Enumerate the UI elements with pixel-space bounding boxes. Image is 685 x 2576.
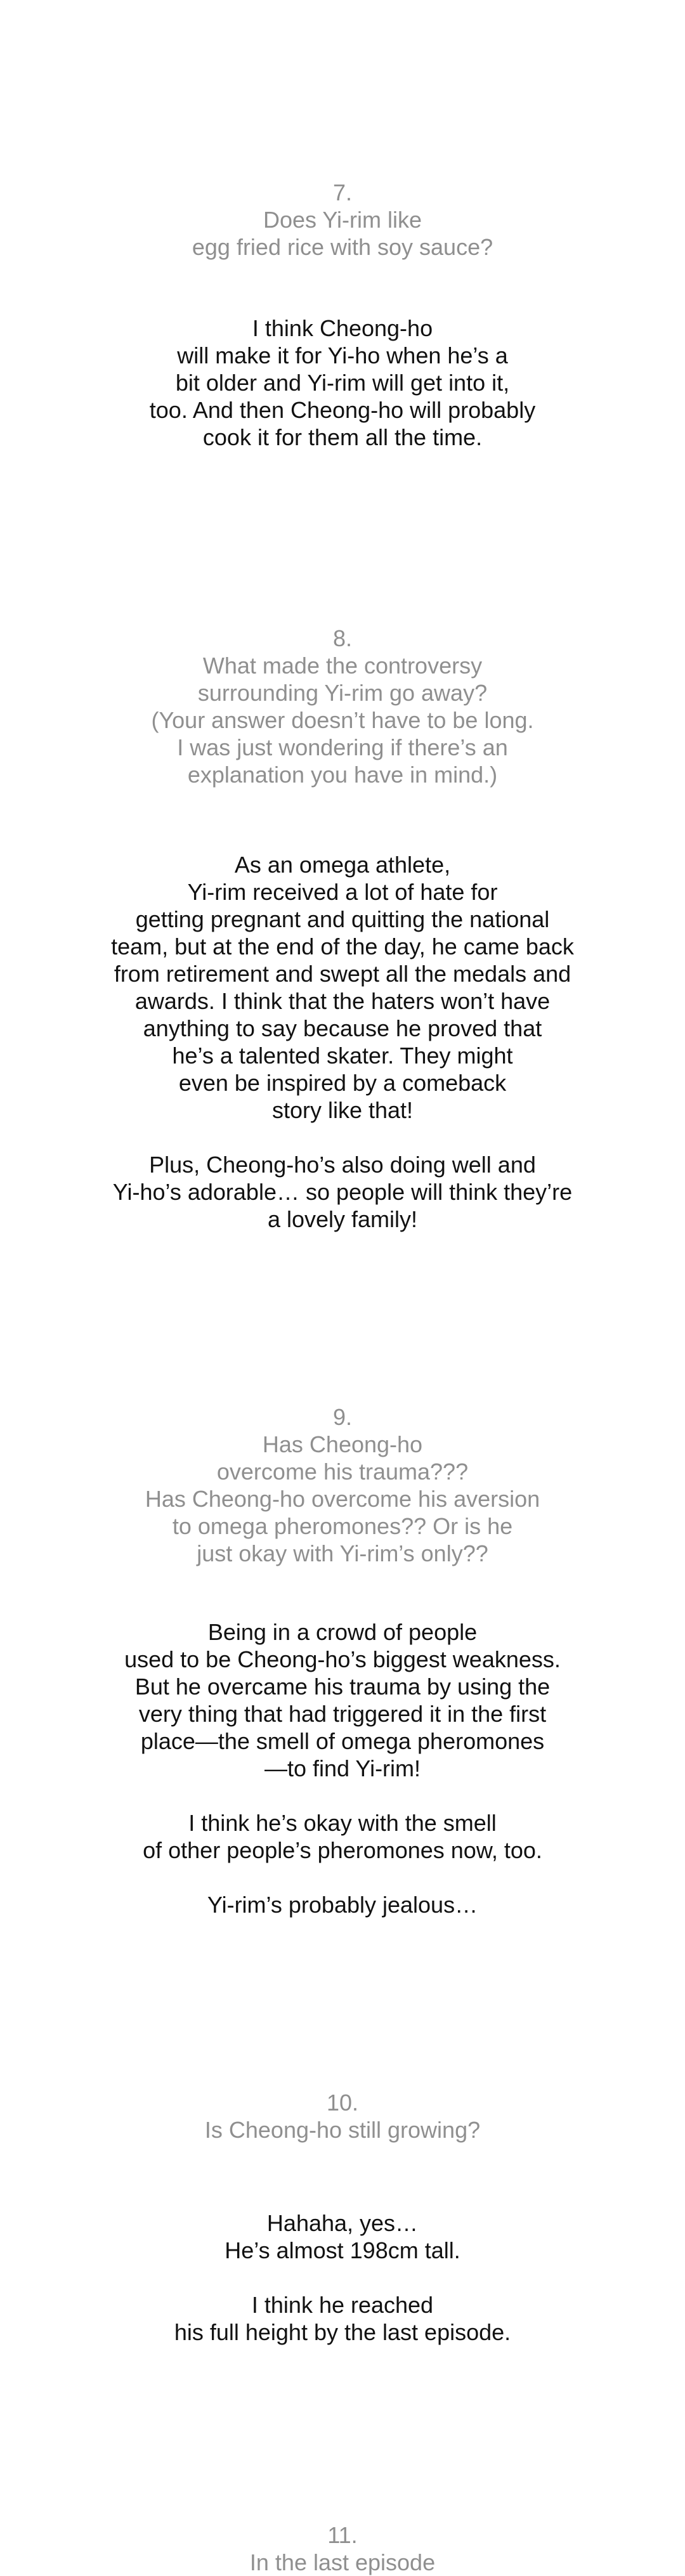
question-number: 8.	[332, 625, 353, 651]
question-number: 9.	[332, 1404, 353, 1430]
question-number: 7.	[332, 179, 353, 205]
answer-text: Hahaha, yes… He’s almost 198cm tall. I think he reached his full height by the last episode.	[174, 2210, 511, 2345]
question-text: In the last episode	[249, 2549, 436, 2575]
question-text: What made the controversy surrounding Yi-rim go away? (Your answer doesn’t have to be long. I was just wondering if there’s an explanation you have in mind.)	[151, 653, 534, 788]
question-text: Is Cheong-ho still growing?	[204, 2117, 481, 2143]
answer-text: I think Cheong-ho will make it for Yi-ho when he’s a bit older and Yi-rim will get into it, too. And then Cheong-ho will probably cook it for them all the time.	[149, 315, 536, 450]
question-text: Has Cheong-ho overcome his trauma??? Has Cheong-ho overcome his aversion to omega pheromones?? Or is he just okay with Yi-rim’s only??	[145, 1431, 540, 1566]
question-text: Does Yi-rim like egg fried rice with soy sauce?	[192, 207, 493, 260]
question-number: 10.	[326, 2090, 359, 2116]
question-number: 11.	[327, 2522, 358, 2548]
answer-text: Being in a crowd of people used to be Cheong-ho’s biggest weakness. But he overcame his trauma by using the very thing that had triggered it in the first place—the smell of omega pheromones —to find Yi-rim! I think he’s okay with the smell of other people’s pheromones now, too. Yi-rim’s probably jealous…	[124, 1619, 561, 1918]
answer-text: As an omega athlete, Yi-rim received a lot of hate for getting pregnant and quitting the national team, but at the end of the day, he came back from retirement and swept all the medals and awards. I think that the haters won’t have anything to say because he proved that he’s a talented skater. They might even be inspired by a comeback story like that! Plus, Cheong-ho’s also doing well and Yi-ho’s adorable… so people will think they’re a lovely family!	[111, 852, 574, 1232]
